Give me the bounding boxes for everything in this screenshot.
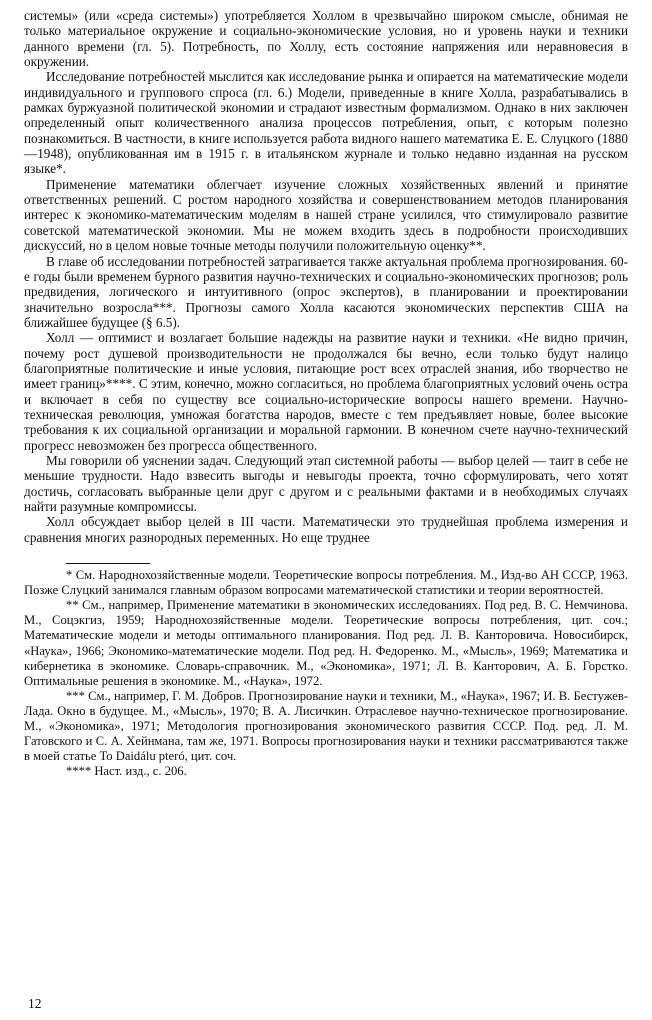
footnote-1: * См. Народнохозяйственные модели. Теоретические вопросы потребления. М., Изд-во АН СССР, 1963. Позже Слуцкий занимался главным образом вопросами математической статистики и теории вероятностей. xyxy=(24,568,628,598)
footnotes xyxy=(24,568,628,779)
paragraph-6: Мы говорили об уяснении задач. Следующий этап системной работы — выбор целей — таит в себе не меньшие трудности. Надо взвесить выгоды и невыгоды проекта, точно сформулировать, чего хотят достичь, согласовать выбранные цели друг с другом и с реальными фактами и в необходимых случаях найти разумные компромиссы. xyxy=(24,452,628,514)
footnote-divider xyxy=(66,563,150,564)
paragraph-2: Исследование потребностей мыслится как исследование рынка и опирается на математические модели индивидуального и группового спроса (гл. 6.) Модели, приведенные в книге Холла, разрабатывались в рамках буржуазной политической экономии и страдают известным формализмом. Однако в них заключен определенный опыт количественного анализа процессов потребления, опыт, с которым полезно познакомиться. В частности, в книге используется работа видного нашего математика Е. Е. Слуцкого (1880—1948), опубликованная им в 1915 г. в итальянском журнале и только недавно изданная на русском языке*. xyxy=(24,69,628,177)
paragraph-3: Применение математики облегчает изучение сложных хозяйственных явлений и принятие ответственных решений. С ростом народного хозяйства и совершенствованием методов планирования интерес к экономико-математическим моделям в нашей стране усилился, что стимулировало развитие советской математической экономии. Мы не можем входить здесь в подробности происходивших дискуссий, но в целом новые точные методы получили положительную оценку**. xyxy=(24,176,628,254)
main-text xyxy=(24,8,628,545)
footnote-3: *** См., например, Г. М. Добров. Прогнозирование науки и техники, М., «Наука», 1967; И. В. Бестужев-Лада. Окно в будущее. М., «Мысль», 1970; В. А. Лисичкин. Отраслевое научно-техническое прогнозирование. М., «Экономика», 1971; Методология прогнозирования экономического развития СССР. Под. ред. Л. М. Гатовского и С. А. Хейнмана, там же, 1971. Вопросы прогнозирования науки и техники рассматриваются также в моей статье To Daidálu pteró, цит. соч. xyxy=(24,688,628,764)
paragraph-7: Холл обсуждает выбор целей в III части. Математически это труднейшая проблема измерения и сравнения многих разнородных переменных. Но еще труднее xyxy=(24,514,628,545)
paragraph-5: Холл — оптимист и возлагает большие надежды на развитие науки и техники. «Не видно причин, почему рост душевой производительности не продолжался бы вечно, если только будут налицо благоприятные политические и иные условия, питающие рост всех отраслей знания, ибо творчество не имеет границ»****. С этим, конечно, можно согласиться, но проблема благоприятных условий очень остра и включает в себя по существу все социально-исторические вопросы нашего времени. Научно-техническая революция, умножая богатства народов, вместе с тем предъявляет новые, более высокие требования к их социальной организации и моральной гармонии. В конечном счете научно-технический прогресс невозможен без прогресса общественного. xyxy=(24,330,628,453)
footnote-4: **** Наст. изд., с. 206. xyxy=(66,764,187,779)
paragraph-4: В главе об исследовании потребностей затрагивается также актуальная проблема прогнозирования. 60-е годы были временем бурного развития научно-технических и социально-экономических прогнозов; роль предвидения, логического и интуитивного (опрос экспертов), в планировании и проектировании значительно возросла***. Прогнозы самого Холла касаются экономических перспектив США на ближайшее будущее (§ 6.5). xyxy=(24,253,628,330)
page-number: 12 xyxy=(28,996,42,1011)
paragraph-1: системы» (или «среда системы») употребляется Холлом в чрезвычайно широком смысле, обнимая не только материальное окружение и социально-экономические условия, но и уровень науки и техники данного времени (гл. 5). Потребность, по Холлу, есть состояние напряжения или неравновесия в окружении. xyxy=(24,8,628,70)
footnote-2: ** См., например, Применение математики в экономических исследованиях. Под ред. В. С. Немчинова. М., Соцэкгиз, 1959; Народнохозяйственные модели. Теоретические вопросы потребления, цит. соч.; Математические модели и методы оптимального планирования. Под ред. Л. В. Канторовича. Новосибирск, «Наука», 1966; Экономико-математические модели. Под ред. Н. Федоренко. М., «Мысль», 1969; Математика и кибернетика в экономике. Словарь-справочник. М., «Экономика», 1971; Л. В. Канторович, А. Б. Горсткo. Оптимальные решения в экономике. М., «Наука», 1972. xyxy=(24,598,628,688)
